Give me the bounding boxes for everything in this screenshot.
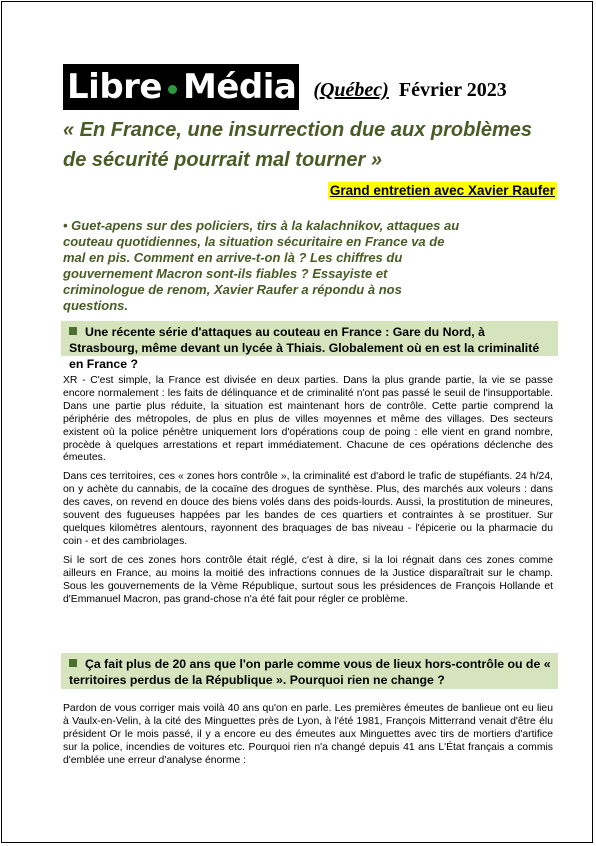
answer-paragraph: Dans ces territoires, ces « zones hors contrôle », la criminalité est d'abord le trafic de stupéfiants. 24 h/24, on y achète du cannabis, de la cocaïne des drogues de synthèse. Plus, des marchés aux voleurs : dans des caves, on revend en douce des biens volés dans des poids-lourds. Aussi, la prostitution de mineures, souvent des fugueuses happées par les bandes de ces quartiers et contraintes à se prostituer. Sur quelques kilomètres alentours, rayonnent des braquages de bas niveau - l'épicerie ou la pharmacie du coin - et des cambriolages. (63, 471, 553, 547)
article-intro: • Guet-apens sur des policiers, tirs à la kalachnikov, attaques au couteau quotidiennes, la situation sécuritaire en France va de mal en pis. Comment en arrive-t-on là ? Les chiffres du gouvernement Macron sont-ils fiables ? Essayiste et criminologue de renom, Xavier Raufer a répondu à nos questions. (63, 218, 460, 313)
answer-paragraph: Pardon de vous corriger mais voilà 40 ans qu'on en parle. Les premières émeutes de banlieue ont eu lieu à Vaulx-en-Velin, à la cité des Minguettes près de Lyon, à l'été 1981, François Mitterrand venait d'être élu président Or le mois passé, il y a encore eu des émeutes aux Minguettes avec tirs de mortiers d'artifice sur la police, incendies de voitures etc. Pourquoi rien n'a changé depuis 41 ans L'État français a commis d'emblée une erreur d'analyse énorme : (63, 703, 553, 766)
edition-info (313, 79, 506, 102)
question-text: Une récente série d'attaques au couteau en France : Gare du Nord, à Strasbourg, même devant un lycée à Thiais. Globalement où en est la criminalité en France ? (69, 325, 540, 371)
logo-dot-icon (168, 85, 177, 94)
answer-paragraph: XR - C'est simple, la France est divisée en deux parties. Dans la plus grande partie, la vie se passe encore normalement : les faits de délinquance et de criminalité n'ont pas passé le seuil de l'insupportable. Dans une partie plus réduite, la situation est maintenant hors de contrôle. Cette partie comprend la périphérie des métropoles, de plus en plus de villes moyennes et même des villages. Des secteurs existent où la police pénètre uniquement lors d'opérations coup de poing : elle vient en grand nombre, procède à quelques arrestations et repart immédiatement. Chacune de ces opérations déclenche des émeutes. (63, 375, 553, 464)
article-headline: « En France, une insurrection due aux problèmes de sécurité pourrait mal tourner » (63, 119, 533, 171)
answer-paragraph: Si le sort de ces zones hors contrôle était réglé, c'est à dire, si la loi régnait dans ces zones comme ailleurs en France, au moins la moitié des infractions connues de la Justice disparaîtrait sur le champ. Sous les gouvernements de la Vème République, surtout sous les présidences de François Hollande et d'Emmanuel Macron, pas grand-chose n'a été fait pour régler ce problème. (63, 554, 553, 605)
interview-label: Grand entretien avec Xavier Raufer (329, 183, 555, 198)
question-text: Ça fait plus de 20 ans que l'on parle comme vous de lieux hors-contrôle ou de « territoires perdus de la République ». Pourquoi rien ne change ? (69, 657, 551, 687)
question-box-1 (61, 321, 558, 371)
answer-block-2 (63, 703, 553, 774)
answer-block-1 (63, 375, 553, 612)
square-bullet-icon (69, 659, 77, 667)
question-box-2 (61, 653, 558, 689)
edition-region: (Québec) (313, 79, 389, 101)
masthead (63, 64, 507, 110)
edition-date: Février 2023 (398, 79, 507, 101)
libre-media-logo (63, 64, 299, 110)
logo-word-media: Média (182, 67, 297, 107)
logo-word-libre: Libre (67, 67, 162, 107)
square-bullet-icon (69, 327, 77, 335)
